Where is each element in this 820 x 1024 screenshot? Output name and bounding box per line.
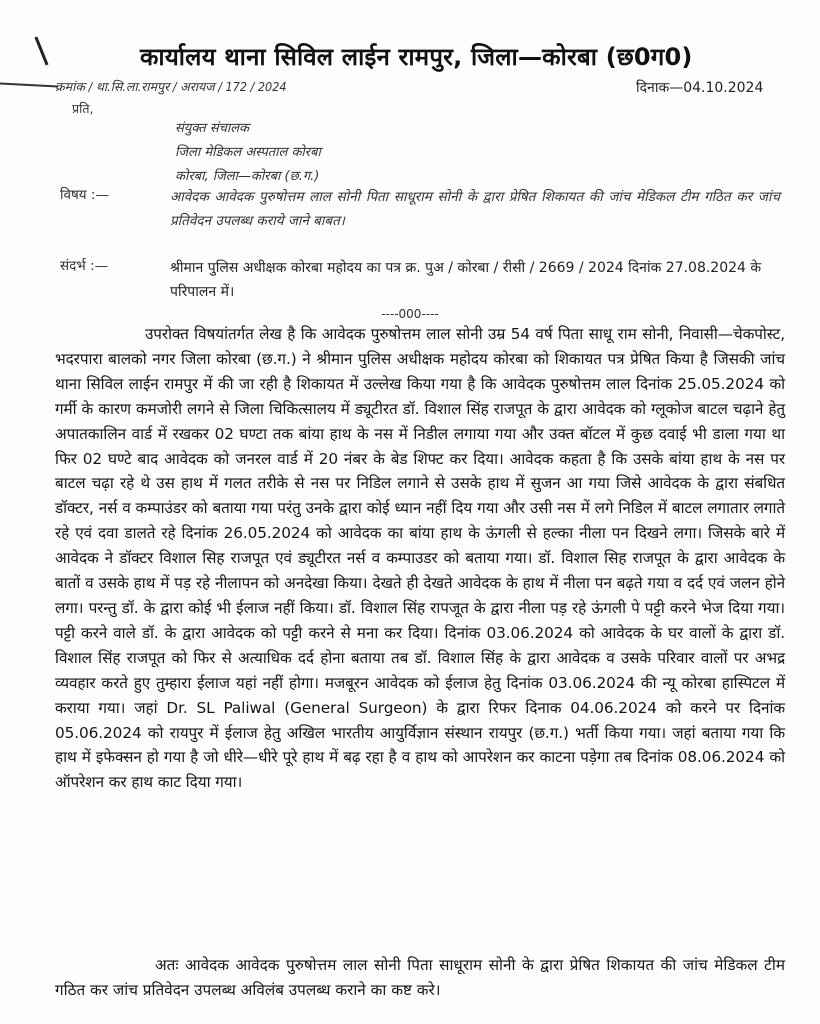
recipient-line: कोरबा, जिला—कोरबा (छ.ग.) <box>175 169 320 184</box>
subject-label: विषय :— <box>60 187 109 203</box>
reference-text: श्रीमान पुलिस अधीक्षक कोरबा महोदय का पत्र क्र. पुअ / कोरबा / रीसी / 2669 / 2024 दिनांक 27.08.2024 के परिपालन में। <box>170 260 762 300</box>
recipient-address <box>175 117 321 189</box>
pen-stroke-mark <box>34 37 48 66</box>
letter-closing <box>55 953 785 1003</box>
pen-dash-mark <box>0 82 58 87</box>
subject-text: आवेदक आवेदक पुरुषोत्तम लाल सोनी पिता साधूराम सोनी के द्वारा प्रेषित शिकायत की जांच मेडिकल टीम गठित कर जांच प्रतिवेदन उपलब्ध कराये जाने बाबत। <box>170 189 780 229</box>
reference-number: क्रमांक / था.सि.ला.रामपुर / अरायज / 172 / 2024 <box>55 79 287 94</box>
closing-paragraph: अतः आवेदक आवेदक पुरुषोत्तम लाल सोनी पिता साधूराम सोनी के द्वारा प्रेषित शिकायत की जांच मेडिकल टीम गठित कर जांच प्रतिवेदन उपलब्ध अविलंब उपलब्ध कराने का कष्ट करे। <box>55 956 785 999</box>
separator: ----000---- <box>381 307 439 321</box>
reference-label: संदर्भ :— <box>60 258 109 274</box>
recipient-line: जिला मेडिकल अस्पताल कोरबा <box>175 145 321 160</box>
prati-label: प्रति, <box>72 101 94 116</box>
letter-date: दिनाक—04.10.2024 <box>636 80 764 96</box>
recipient-line: संयुक्त संचालक <box>175 121 250 136</box>
letter-body <box>55 322 785 795</box>
body-paragraph: उपरोक्त विषयांतर्गत लेख है कि आवेदक पुरुषोत्तम लाल सोनी उम्र 54 वर्ष पिता साधू राम सोनी, निवासी—चेकपोस्ट, भदरपारा बालको नगर जिला कोरबा (छ.ग.) ने श्रीमान पुलिस अधीक्षक महोदय कोरबा को शिकायत पत्र प्रेषित किया है जिसकी जांच थाना सिविल लाईन रामपुर में की जा रही है शिकायत में उल्लेख किया गया है कि आवेदक पुरुषोत्तम लाल दिनांक 25.05.2024 को गर्मी के कारण कमजोरी लगने से जिला चिकित्सालय में ड्यूटीरत डॉ. विशाल सिंह राजपूत के द्वारा आवेदक को ग्लूकोज बाटल चढ़ाने हेतु अपातकालिन वार्ड में रखकर 02 घण्टा तक बांया हाथ के नस में निडील लगाया गया और उक्त बॉटल में कुछ दवाई भी डाला गया था फिर 02 घण्टे बाद आवेदक को जनरल वार्ड में 20 नंबर के बेड शिफ्ट कर दिया। आवेदक कहता है कि उसके बांया हाथ के नस पर बाटल चढ़ा रहे थे उस हाथ में गलत तरीके से नस पर निडिल लगाने से उसके हाथ में सुजन आ गया जिसे आवेदक के द्वारा संबधित डॉक्टर, नर्स व कम्पाउंडर को बताया गया परंतु उनके द्वारा कोई ध्यान नहीं दिय गया और उसी नस में लगे निडिल में बाटल लगातार लगाते रहे एवं दवा डालते रहे दिनांक 26.05.2024 को आवेदक का बांया हाथ के ऊंगली से हल्का नीला पन दिखने लगा। जिसके बारे में आवेदक ने डॉक्टर विशाल सिह राजपूत एवं ड्यूटीरत नर्स व कम्पाउडर को बताया गया। डॉ. विशाल सिह राजपूत के द्वारा आवेदक के बातों व उसके हाथ में पड़ रहे नीलापन को अनदेखा किया। देखते ही देखते आवेदक के हाथ में नीला पन बढ़ते गया व दर्द एवं जलन होने लगा। परन्तु डॉ. के द्वारा कोई भी ईलाज नहीं किया। डॉ. विशाल सिंह रापजूत के द्वारा नीला पड़ रहे ऊंगली पे पट्टी करने भेज दिया गया। पट्टी करने वाले डॉ. के द्वारा आवेदक को पट्टी करने से मना कर दिया। दिनांक 03.06.2024 को आवेदक के घर वालों के द्वारा डॉ. विशाल सिंह राजपूत को फिर से अत्याधिक दर्द होना बताया तब डॉ. विशाल सिंह के द्वारा आवेदक व उसके परिवार वालों पर अभद्र व्यवहार करते हुए तुम्हारा ईलाज यहां नहीं होगा। मजबूरन आवेदक को ईलाज हेतु दिनांक 03.06.2024 की न्यू कोरबा हास्पिटल में कराया गया। जहां Dr. SL Paliwal (General Surgeon) के द्वारा रिफर दिनाक 04.06.2024 को करने पर दिनांक 05.06.2024 को रायपुर में ईलाज हेतु अखिल भारतीय आयुर्विज्ञान संस्थान रायपुर (छ.ग.) भर्ती किया गया। जहां बताया गया कि हाथ में इफेक्सन हो गया है जो धीरे—धीरे पूरे हाथ में बढ़ रहा है व हाथ को आपरेशन कर काटना पड़ेगा तब दिनांक 08.06.2024 को ऑपरेशन कर हाथ काट दिया गया। <box>55 325 785 792</box>
office-title: कार्यालय थाना सिविल लाईन रामपुर, जिला—कोरबा (छ0ग0) <box>140 43 693 71</box>
